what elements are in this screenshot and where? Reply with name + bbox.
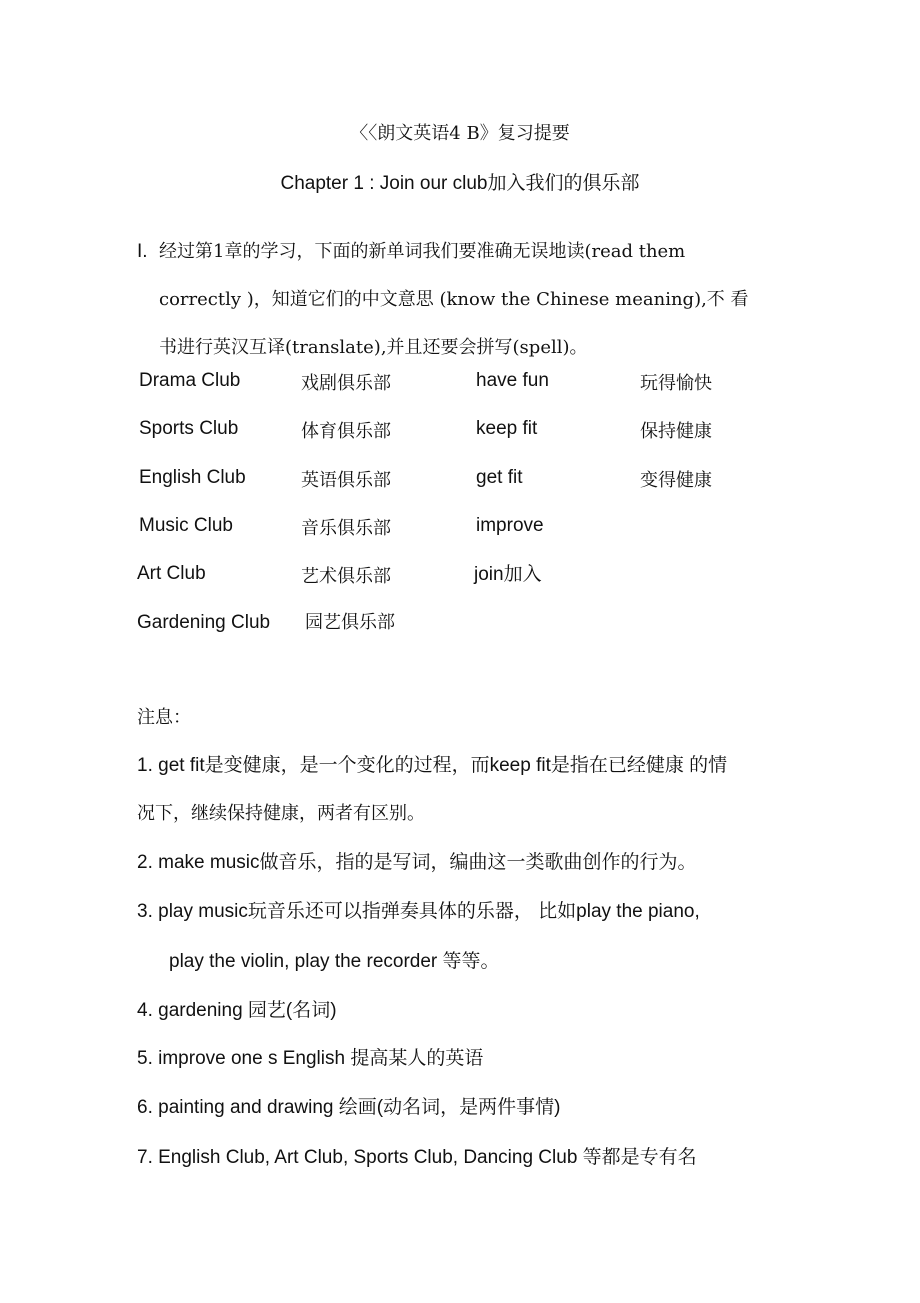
vocab-zh: 园艺俱乐部 [305,612,395,633]
chapter-heading: Chapter 1 : Join our club加入我们的俱乐部 [280,173,640,194]
section-line-3: 书进行英汉互译(translate),并且还要会拼写(spell)。 [159,337,588,358]
vocab-zh: 体育俱乐部 [301,421,391,442]
vocab-zh: 保持健康 [640,421,712,442]
vocab-en: Gardening Club [137,612,271,633]
note-line: 3. play music玩音乐还可以指弹奏具体的乐器， 比如play the piano, [137,901,700,922]
vocab-en: Music Club [139,515,233,536]
vocab-en: get fit [476,467,523,488]
vocab-zh: 艺术俱乐部 [301,566,391,587]
vocab-en: have fun [476,370,549,391]
page-title: 〈〈朗文英语4 B》复习提要 [350,123,570,144]
vocab-en: Drama Club [139,370,241,391]
note-line: play the violin, play the recorder 等等。 [169,951,500,972]
note-line: 1. get fit是变健康，是一个变化的过程，而keep fit是指在已经健康 的情 [137,755,728,776]
vocab-en: English Club [139,467,246,488]
vocab-en: improve [476,515,544,536]
vocab-zh: 音乐俱乐部 [301,518,391,539]
note-line: 2. make music做音乐，指的是写词，编曲这一类歌曲创作的行为。 [137,852,697,873]
vocab-zh: 英语俱乐部 [301,470,391,491]
note-line: 6. painting and drawing 绘画(动名词，是两件事情) [137,1097,561,1118]
vocab-zh: 玩得愉快 [640,373,712,394]
section-marker: I. [137,241,148,262]
vocab-en: join加入 [474,564,542,585]
note-line: 5. improve one s English 提高某人的英语 [137,1048,484,1069]
vocab-zh: 戏剧俱乐部 [301,373,391,394]
vocab-en: Sports Club [139,418,239,439]
note-line: 4. gardening 园艺(名词) [137,1000,337,1021]
vocab-en: Art Club [137,563,206,584]
section-line-1: 经过第1章的学习，下面的新单词我们要准确无误地读(read them [159,241,686,262]
note-line: 7. English Club, Art Club, Sports Club, Dancing Club 等都是专有名 [137,1147,697,1168]
vocab-zh: 变得健康 [640,470,712,491]
vocab-en: keep fit [476,418,538,439]
note-line: 况下，继续保持健康，两者有区别。 [137,803,425,824]
notes-heading: 注息： [137,707,191,728]
section-line-2: correctly )，知道它们的中文意思 (know the Chinese meaning),不 看 [159,289,749,310]
